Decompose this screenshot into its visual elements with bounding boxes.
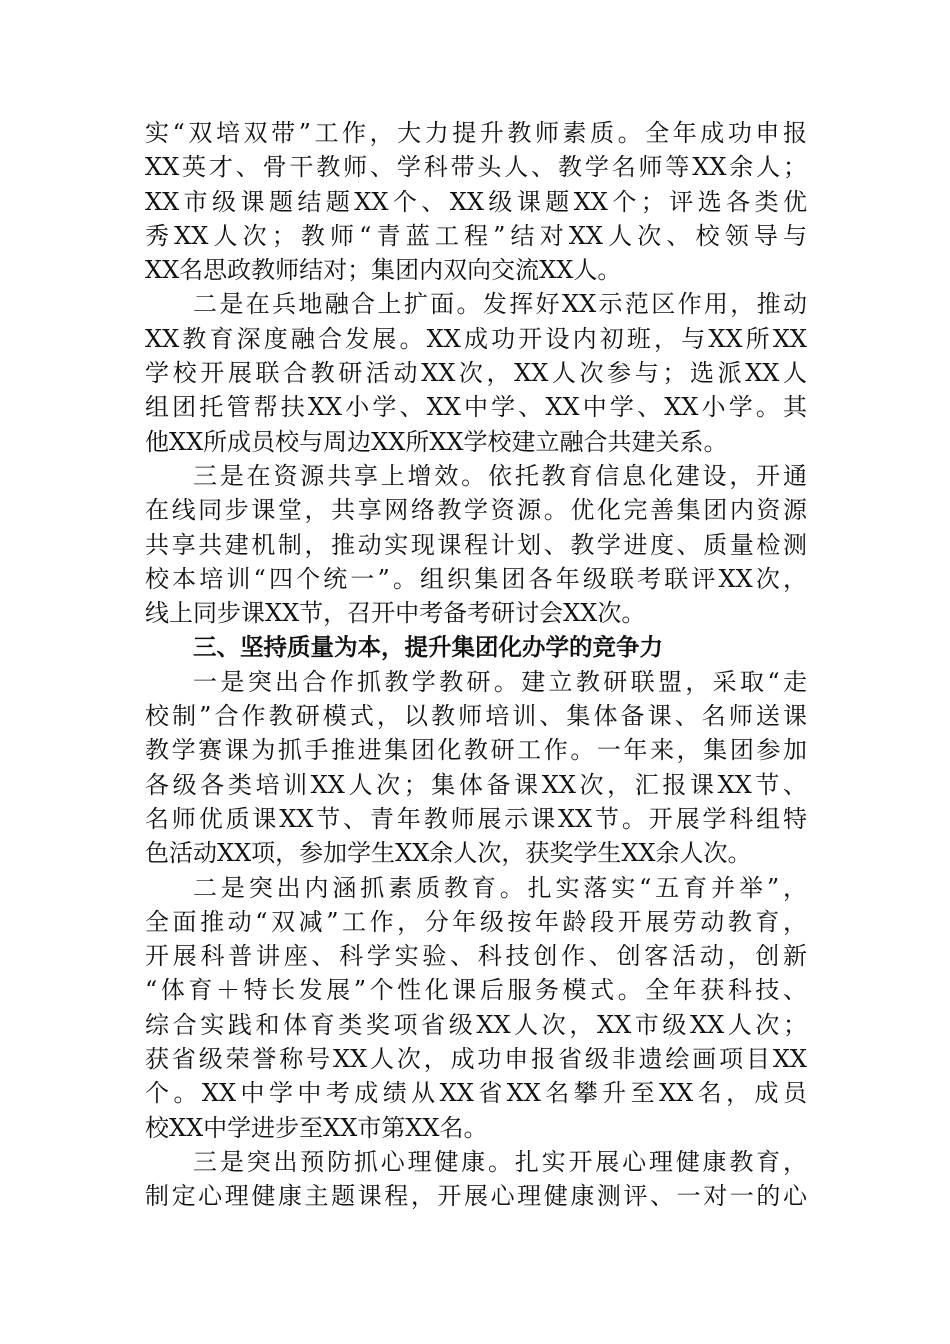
text-line: 教学赛课为抓手推进集团化教研工作。一年来，集团参加 bbox=[145, 736, 807, 765]
text-line: 三是突出预防抓心理健康。扎实开展心理健康教育， bbox=[193, 1147, 807, 1176]
text-line: 综合实践和体育类奖项省级XX人次，XX市级XX人次； bbox=[145, 1010, 807, 1039]
text-line: 开展科普讲座、科学实验、科技创作、创客活动，创新 bbox=[145, 942, 807, 971]
text-line: 二是在兵地融合上扩面。发挥好XX示范区作用，推动 bbox=[193, 290, 807, 319]
paragraph-teaching-research bbox=[145, 665, 807, 871]
paragraph-mental-health bbox=[145, 1145, 807, 1214]
text-line: 校本培训“四个统一”。组织集团各年级联考联评XX次， bbox=[145, 564, 807, 593]
text-line: “体育＋特长发展”个性化课后服务模式。全年获科技、 bbox=[145, 976, 807, 1005]
text-line: 他XX所成员校与周边XX所XX学校建立融合共建关系。 bbox=[145, 427, 728, 456]
text-line: XX市级课题结题XX个、XX级课题XX个；评选各类优 bbox=[145, 187, 807, 216]
text-line: 共享共建机制，推动实现课程计划、教学进度、质量检测 bbox=[145, 530, 807, 559]
text-line: 在线同步课堂，共享网络教学资源。优化完善集团内资源 bbox=[145, 496, 807, 525]
text-line: 制定心理健康主题课程，开展心理健康测评、一对一的心 bbox=[145, 1182, 807, 1211]
text-line: XX英才、骨干教师、学科带头人、教学名师等XX余人； bbox=[145, 153, 807, 182]
text-line: 个。XX中学中考成绩从XX省XX名攀升至XX名，成员 bbox=[145, 1079, 807, 1108]
text-line: 实“双培双带”工作，大力提升教师素质。全年成功申报 bbox=[145, 119, 807, 147]
text-line: XX教育深度融合发展。XX成功开设内初班，与XX所XX bbox=[145, 324, 807, 353]
paragraph-quality-education bbox=[145, 871, 807, 1145]
text-line: 三是在资源共享上增效。依托教育信息化建设，开通 bbox=[193, 461, 807, 490]
text-line: 学校开展联合教研活动XX次，XX人次参与；选派XX人 bbox=[145, 359, 807, 388]
paragraph-integration bbox=[145, 287, 807, 458]
text-line: 秀XX人次；教师“青蓝工程”结对XX人次、校领导与 bbox=[145, 221, 807, 250]
document-page bbox=[145, 116, 807, 1214]
text-line: 各级各类培训XX人次；集体备课XX次，汇报课XX节、 bbox=[145, 770, 807, 799]
text-line: 校XX中学进步至XX市第XX名。 bbox=[145, 1113, 488, 1142]
text-line: 一是突出合作抓教学教研。建立教研联盟，采取“走 bbox=[193, 667, 807, 696]
text-line: 组团托管帮扶XX小学、XX中学、XX中学、XX小学。其 bbox=[145, 393, 807, 422]
text-line: 全面推动“双减”工作，分年级按年龄段开展劳动教育， bbox=[145, 907, 807, 936]
text-line: 校制”合作教研模式，以教师培训、集体备课、名师送课 bbox=[145, 702, 807, 731]
text-line: 色活动XX项，参加学生XX余人次，获奖学生XX余人次。 bbox=[145, 839, 752, 868]
text-line: 线上同步课XX节，召开中考备考研讨会XX次。 bbox=[145, 599, 646, 628]
text-line: XX名思政教师结对；集团内双向交流XX人。 bbox=[145, 256, 622, 285]
paragraph-teacher-quality bbox=[145, 116, 807, 287]
section-heading: 三、坚持质量为本，提升集团化办学的竞争力 bbox=[193, 633, 663, 662]
text-line: 二是突出内涵抓素质教育。扎实落实“五育并举”， bbox=[193, 873, 807, 902]
text-line: 名师优质课XX节、青年教师展示课XX节。开展学科组特 bbox=[145, 804, 807, 833]
paragraph-resource-sharing bbox=[145, 459, 807, 630]
text-line: 获省级荣誉称号XX人次，成功申报省级非遗绘画项目XX bbox=[145, 1045, 807, 1074]
